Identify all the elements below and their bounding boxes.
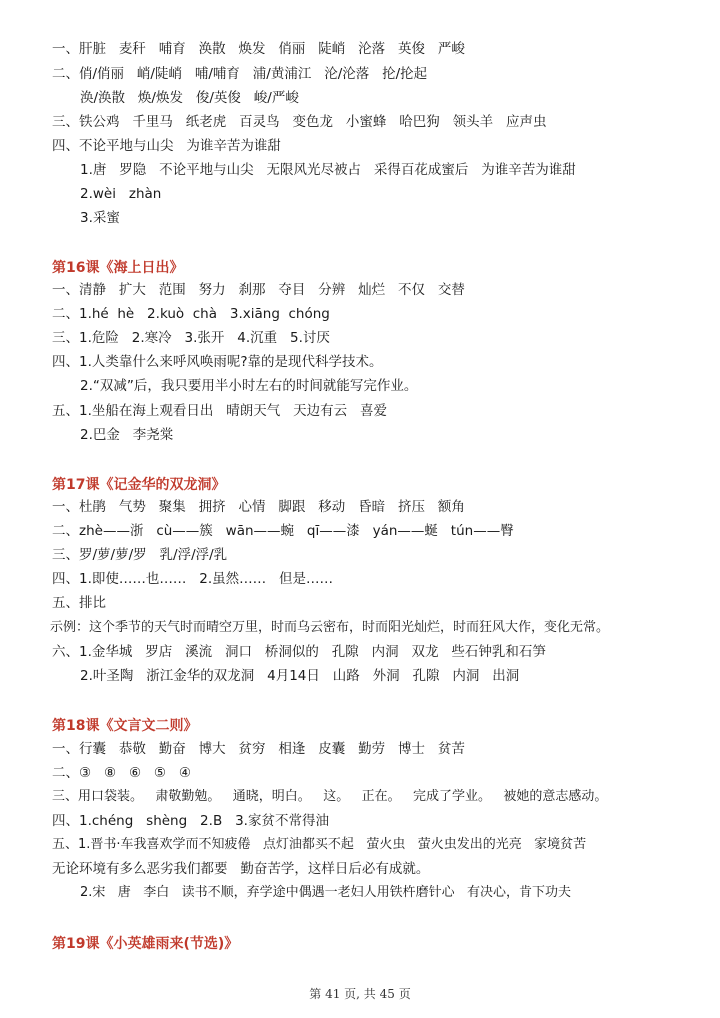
answer-line: 二、zhè——浙 cù——簇 wān——蜿 qī——漆 yán——蜒 tún——臀 — [52, 523, 514, 539]
answer-line: 三、1.危险 2.寒冷 3.张开 4.沉重 5.讨厌 — [52, 330, 330, 346]
answer-line: 涣/涣散 焕/焕发 俊/英俊 峻/严峻 — [80, 90, 299, 106]
answer-line: 示例：这个季节的天气时而晴空万里，时而乌云密布，时而阳光灿烂，时而狂风大作，变化无常。 — [50, 620, 610, 635]
page-number: 第 41 页, 共 45 页 — [309, 987, 411, 1001]
lesson-heading: 第16课《海上日出》 — [52, 260, 184, 276]
answer-line: 四、1.即使……也…… 2.虽然…… 但是…… — [52, 571, 334, 587]
answer-line: 2.wèi zhàn — [80, 186, 162, 202]
answer-line: 1.唐 罗隐 不论平地与山尖 无限风光尽被占 采得百花成蜜后 为谁辛苦为谁甜 — [80, 162, 576, 178]
answer-line: 一、行囊 恭敬 勤奋 博大 贫穷 相逢 皮囊 勤劳 博士 贫苦 — [52, 741, 465, 757]
answer-line: 五、1.晋书·车我喜欢学而不知疲倦 点灯油都买不起 萤火虫 萤火虫发出的光亮 家境贫苦 — [52, 837, 587, 852]
lesson-heading: 第18课《文言文二则》 — [52, 718, 198, 734]
answer-line: 3.采蜜 — [80, 210, 120, 226]
answer-line: 四、1.人类靠什么来呼风唤雨呢?靠的是现代科学技术。 — [52, 354, 383, 370]
answer-line: 三、罗/萝/萝/罗 乳/浮/浮/乳 — [52, 547, 228, 563]
answer-line: 四、不论平地与山尖 为谁辛苦为谁甜 — [52, 138, 281, 154]
answer-line: 一、清静 扩大 范围 努力 刹那 夺目 分辨 灿烂 不仅 交替 — [52, 282, 465, 298]
answer-line: 三、用口袋装。 肃敬勤勉。 通晓，明白。 这。 正在。 完成了学业。 被她的意志感动。 — [52, 789, 608, 804]
answer-line: 五、排比 — [52, 595, 106, 611]
answer-line: 五、1.坐船在海上观看日出 晴朗天气 天边有云 喜爱 — [52, 403, 388, 419]
lesson-heading: 第19课《小英雄雨来(节选)》 — [52, 936, 239, 952]
answer-line: 2.叶圣陶 浙江金华的双龙洞 4月14日 山路 外洞 孔隙 内洞 出洞 — [80, 668, 520, 684]
answer-line: 无论环境有多么恶劣我们都要 勤奋苦学，这样日后必有成就。 — [52, 861, 430, 877]
answer-line: 2.“双减”后，我只要用半小时左右的时间就能写完作业。 — [80, 378, 418, 394]
answer-line: 六、1.金华城 罗店 溪流 洞口 桥洞似的 孔隙 内洞 双龙 些石钟乳和石笋 — [52, 644, 546, 660]
answer-line: 一、杜鹃 气势 聚集 拥挤 心情 脚跟 移动 昏暗 挤压 额角 — [52, 499, 465, 515]
lesson-heading: 第17课《记金华的双龙洞》 — [52, 477, 226, 493]
answer-line: 四、1.chéng shèng 2.B 3.家贫不常得油 — [52, 813, 329, 829]
answer-line: 三、铁公鸡 千里马 纸老虎 百灵鸟 变色龙 小蜜蜂 哈巴狗 领头羊 应声虫 — [52, 114, 547, 130]
answer-line: 2.宋 唐 李白 读书不顺，弃学途中偶遇一老妇人用铁杵磨针心 有决心，肯下功夫 — [80, 885, 571, 900]
answer-line: 一、肝脏 麦秆 哺育 涣散 焕发 俏丽 陡峭 沦落 英俊 严峻 — [52, 41, 465, 57]
answer-line: 二、1.hé hè 2.kuò chà 3.xiāng chóng — [52, 306, 330, 322]
answer-line: 二、俏/俏丽 峭/陡峭 哺/哺育 浦/黄浦江 沦/沦落 抡/抡起 — [52, 66, 428, 82]
answer-line: 2.巴金 李尧棠 — [80, 427, 174, 443]
answer-line: 二、③ ⑧ ⑥ ⑤ ④ — [52, 765, 192, 781]
